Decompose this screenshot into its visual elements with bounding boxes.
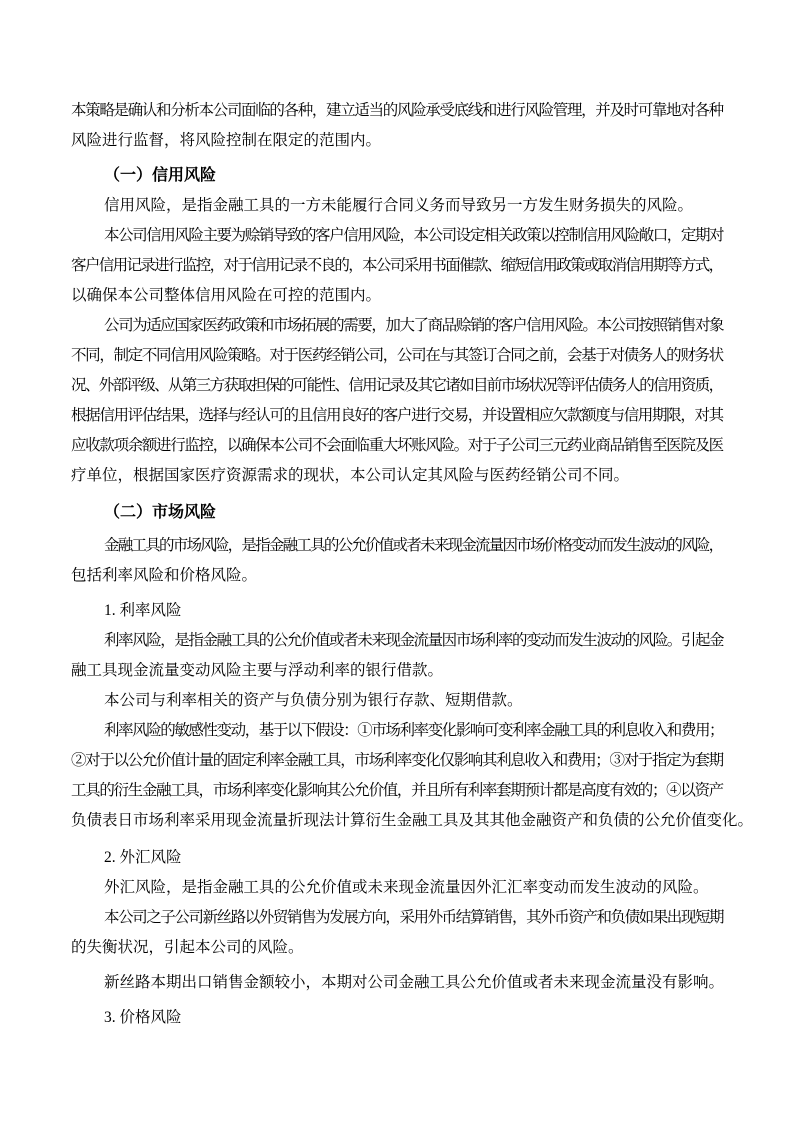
section-heading-2: （二）市场风险 — [104, 504, 217, 521]
paragraph-line: 包括利率风险和价格风险。 — [71, 567, 258, 584]
paragraph-line: ②对于以公允价值计量的固定利率金融工具，市场利率变化仅影响其利息收入和费用；③对于指定为套期 — [71, 752, 723, 769]
paragraph-line: 不同，制定不同信用风险策略。对于医药经销公司，公司在与其签订合同之前，会基于对债务人的财务状 — [71, 347, 723, 364]
paragraph-line: 公司为适应国家医药政策和市场拓展的需要，加大了商品赊销的客户信用风险。本公司按照销售对象 — [104, 317, 724, 334]
paragraph-line: 风险进行监督，将风险控制在限定的范围内。 — [71, 132, 382, 149]
paragraph-line: 本公司与利率相关的资产与负债分别为银行存款、短期借款。 — [104, 692, 523, 709]
paragraph-line: 利率风险，是指金融工具的公允价值或者未来现金流量因市场利率的变动而发生波动的风险。引起金 — [104, 632, 724, 649]
numbered-item-2: 2. 外汇风险 — [104, 849, 182, 866]
paragraph-line: 况、外部评级、从第三方获取担保的可能性、信用记录及其它诸如目前市场状况等评估债务人的信用资质， — [71, 377, 723, 394]
paragraph-line: 新丝路本期出口销售金额较小，本期对公司金融工具公允价值或者未来现金流量没有影响。 — [104, 974, 725, 991]
paragraph-line: 本公司信用风险主要为赊销导致的客户信用风险，本公司设定相关政策以控制信用风险敞口，定期对 — [104, 227, 724, 244]
paragraph-line: 客户信用记录进行监控，对于信用记录不良的，本公司采用书面催款、缩短信用政策或取消信用期等方式， — [71, 257, 723, 274]
paragraph-line: 疗单位，根据国家医疗资源需求的现状，本公司认定其风险与医药经销公司不同。 — [71, 467, 630, 484]
paragraph-line: 金融工具的市场风险，是指金融工具的公允价值或者未来现金流量因市场价格变动而发生波动的风险， — [104, 537, 723, 554]
paragraph-line: 以确保本公司整体信用风险在可控的范围内。 — [71, 287, 382, 304]
paragraph-line: 工具的衍生金融工具，市场利率变化影响其公允价值，并且所有利率套期预计都是高度有效的；④以资产 — [71, 782, 723, 799]
paragraph-line: 利率风险的敏感性变动，基于以下假设：①市场利率变化影响可变利率金融工具的利息收入和费用； — [104, 722, 724, 739]
paragraph-line: 信用风险，是指金融工具的一方未能履行合同义务而导致另一方发生财务损失的风险。 — [104, 197, 694, 214]
paragraph-line: 应收款项余额进行监控，以确保本公司不会面临重大坏账风险。对于子公司三元药业商品销售至医院及医 — [71, 437, 723, 454]
paragraph-line: 负债表日市场利率采用现金流量折现法计算衍生金融工具及其其他金融资产和负债的公允价值变化。 — [71, 812, 754, 829]
numbered-item-3: 3. 价格风险 — [104, 1009, 182, 1026]
paragraph-line: 外汇风险，是指金融工具的公允价值或未来现金流量因外汇汇率变动而发生波动的风险。 — [104, 879, 709, 896]
paragraph-line: 本策略是确认和分析本公司面临的各种，建立适当的风险承受底线和进行风险管理，并及时可靠地对各种 — [71, 102, 723, 119]
numbered-item-1: 1. 利率风险 — [104, 602, 182, 619]
paragraph-line: 根据信用评估结果，选择与经认可的且信用良好的客户进行交易，并设置相应欠款额度与信用期限，对其 — [71, 407, 723, 424]
section-heading-1: （一）信用风险 — [104, 167, 217, 184]
paragraph-line: 的失衡状况，引起本公司的风险。 — [71, 939, 304, 956]
paragraph-line: 融工具现金流量变动风险主要与浮动利率的银行借款。 — [71, 662, 444, 679]
paragraph-line: 本公司之子公司新丝路以外贸销售为发展方向，采用外币结算销售，其外币资产和负债如果出现短期 — [104, 909, 724, 926]
document-body — [71, 96, 754, 1033]
